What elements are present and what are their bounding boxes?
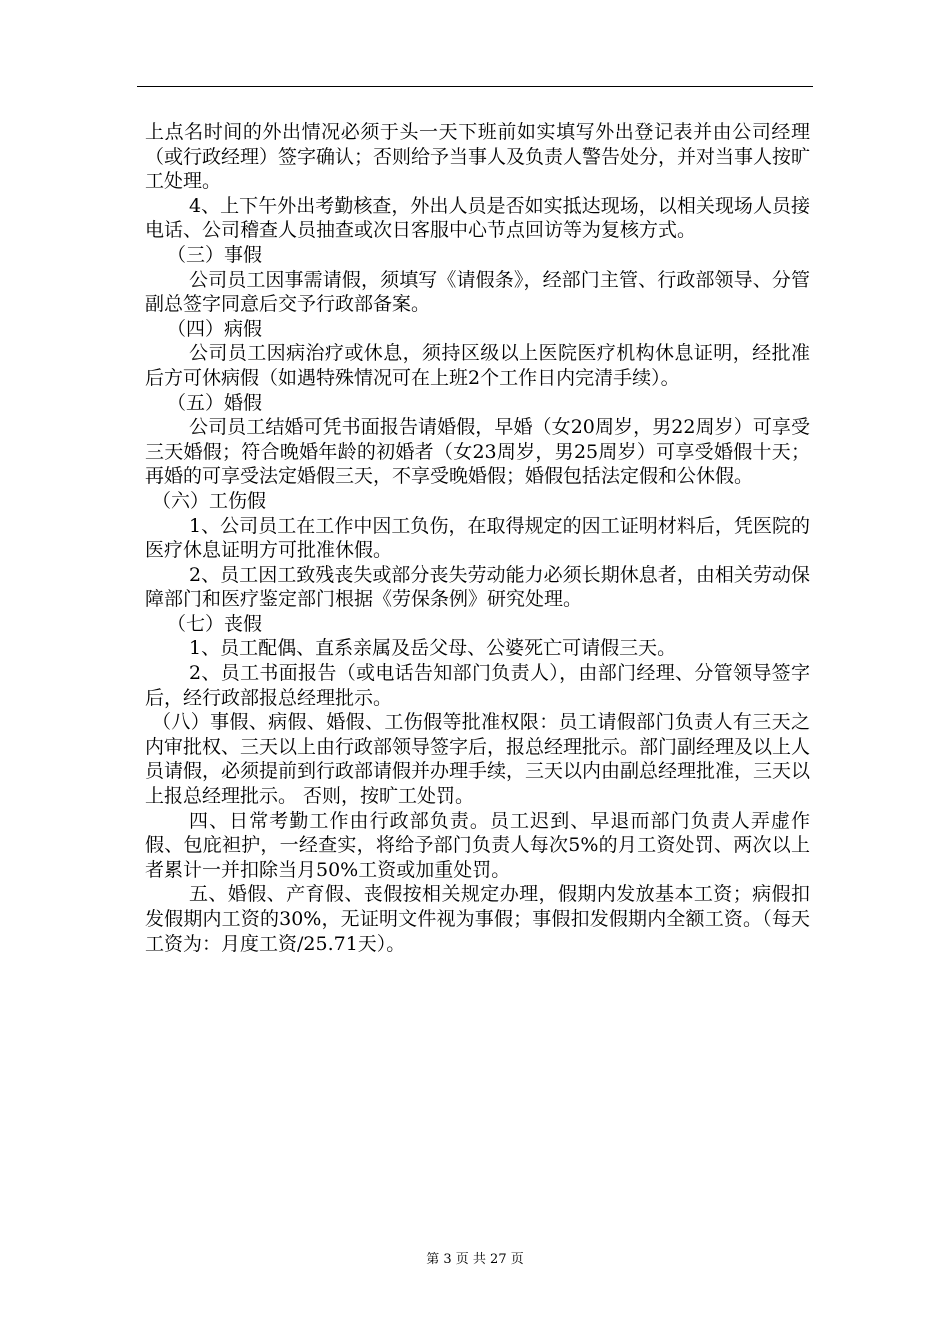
- document-body: [145, 120, 810, 956]
- paragraph: 1、公司员工在工作中因工负伤，在取得规定的因工证明材料后，凭医院的医疗休息证明方可批准休假。: [145, 514, 810, 562]
- section-heading: （四）病假: [167, 317, 263, 340]
- paragraph: （八）事假、病假、婚假、工伤假等批准权限：员工请假部门负责人有三天之内审批权、三天以上由行政部领导签字后，报总经理批示。部门副经理及以上人员请假，必须提前到行政部请假并办理手续，三天以内由副总经理批准，三天以上报总经理批示。 否则，按旷工处罚。: [145, 711, 811, 808]
- paragraph: 四、日常考勤工作由行政部负责。员工迟到、早退而部门负责人弄虚作假、包庇袒护，一经查实，将给予部门负责人每次5%的月工资处罚、两次以上者累计一并扣除当月50%工资或加重处罚。: [145, 809, 810, 881]
- paragraph: 1、员工配偶、直系亲属及岳父母、公婆死亡可请假三天。: [189, 637, 677, 660]
- paragraph: 2、员工因工致残丧失或部分丧失劳动能力必须长期休息者，由相关劳动保障部门和医疗鉴定部门根据《劳保条例》研究处理。: [145, 563, 810, 611]
- section-heading: （五）婚假: [167, 391, 263, 414]
- paragraph: 公司员工因事需请假，须填写《请假条》，经部门主管、行政部领导、分管副总签字同意后交予行政部备案。: [145, 268, 810, 316]
- paragraph: 4、上下午外出考勤核查，外出人员是否如实抵达现场，以相关现场人员接电话、公司稽查人员抽查或次日客服中心节点回访等为复核方式。: [145, 194, 810, 242]
- paragraph: 公司员工结婚可凭书面报告请婚假，早婚（女20周岁，男22周岁）可享受三天婚假；符合晚婚年龄的初婚者（女23周岁，男25周岁）可享受婚假十天；再婚的可享受法定婚假三天，不享受晚婚假；婚假包括法定假和公休假。: [145, 416, 810, 488]
- paragraph: 2、员工书面报告（或电话告知部门负责人），由部门经理、分管领导签字后，经行政部报总经理批示。: [145, 662, 810, 709]
- page-footer: 第 3 页 共 27 页: [426, 1252, 524, 1267]
- paragraph: 五、婚假、产育假、丧假按相关规定办理，假期内发放基本工资；病假扣发假期内工资的30%，无证明文件视为事假；事假扣发假期内全额工资。（每天工资为：月度工资/25.71天）。: [145, 883, 810, 955]
- paragraph: 公司员工因病治疗或休息，须持区级以上医院医疗机构休息证明，经批准后方可休病假（如遇特殊情况可在上班2个工作日内完清手续）。: [145, 342, 810, 389]
- header-rule: [137, 86, 813, 87]
- section-heading: （七）丧假: [167, 612, 263, 635]
- paragraph: 上点名时间的外出情况必须于头一天下班前如实填写外出登记表并由公司经理（或行政经理）签字确认；否则给予当事人及负责人警告处分，并对当事人按旷工处理。: [145, 121, 811, 193]
- section-heading: （三）事假: [167, 243, 263, 266]
- section-heading: （六）工伤假: [152, 489, 267, 512]
